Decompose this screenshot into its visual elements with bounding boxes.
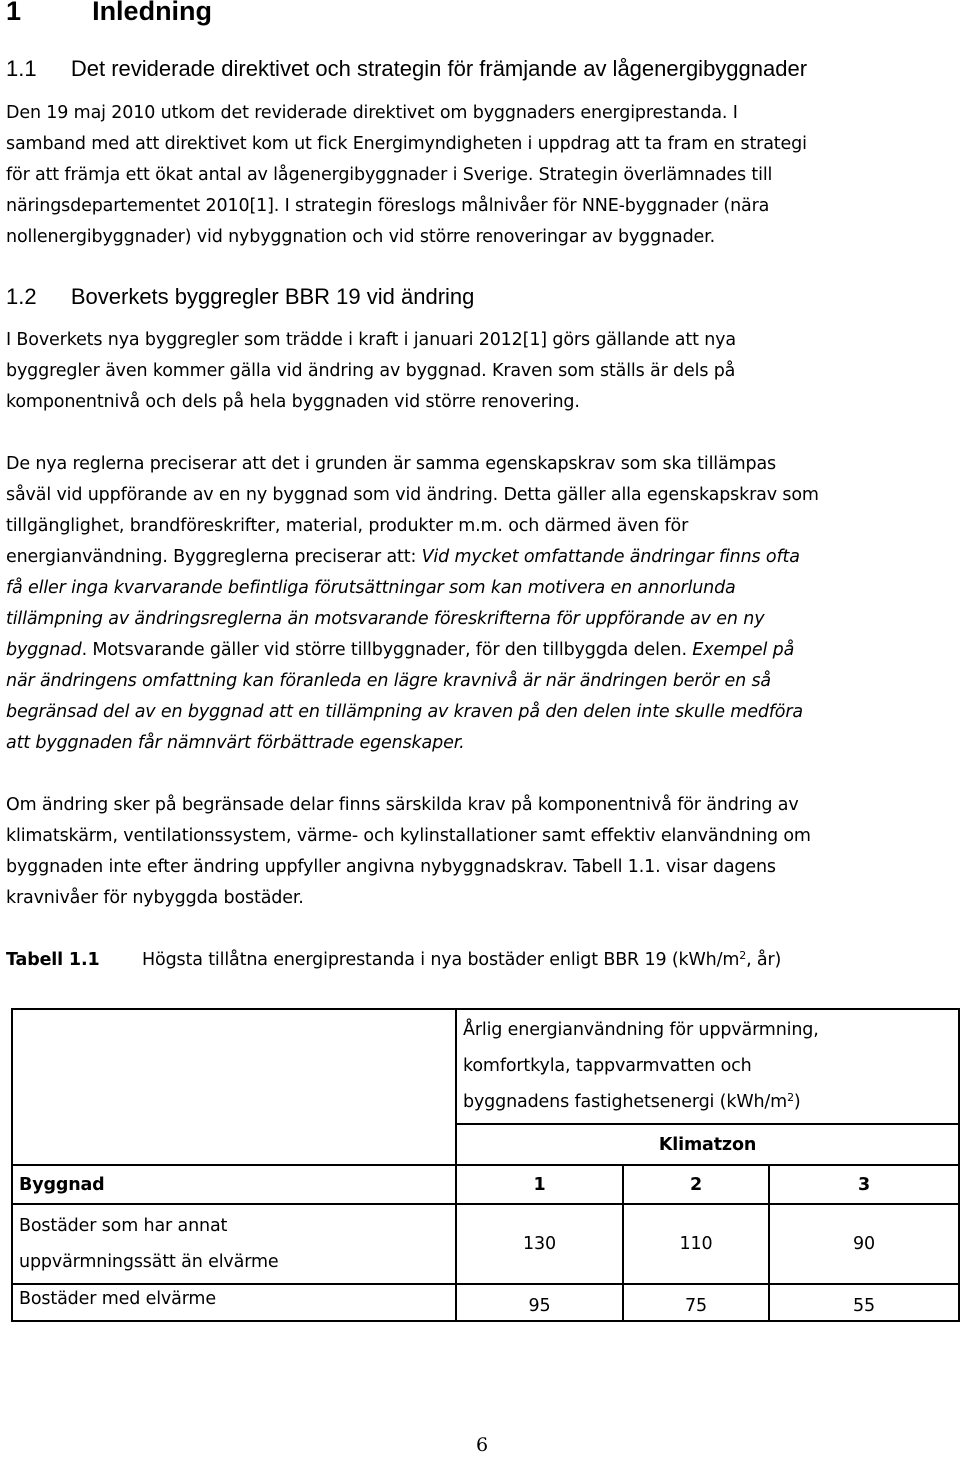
value-cell: 90 [769,1204,959,1284]
table-column-row [12,1165,959,1204]
text-line: nollenergibyggnader) vid nybyggnation och vid större renoveringar av byggnader. [6,227,716,247]
table-header-cell: Årlig energianvändning för uppvärmning, komfortkyla, tappvarmvatten och byggnadens fastighetsenergi $(kWh/m^2)$ [456,1009,959,1124]
text-line: klimatskärm, ventilationssystem, värme- och kylinstallationer samt effektiv elanvändning om [6,826,811,846]
value-cell: 75 [623,1284,769,1321]
table-blank-cell [12,1009,456,1165]
table-caption-text: Högsta tillåtna energiprestanda i nya bostäder enligt BBR 19 ($kWh/m^2$, år) [142,949,782,970]
zone-cell: 2 [623,1165,769,1204]
table-label: Tabell 1.1 [6,950,100,970]
text-line: byggnaden inte efter ändring uppfyller angivna nybyggnadskrav. Tabell 1.1. visar dagens [6,857,776,877]
section-number: 1.1 [6,56,37,81]
quote-line: att byggnaden får nämnvärt förbättrade egenskaper. [6,733,465,753]
text-span: . Motsvarande gäller vid större tillbyggnader, för den tillbyggda delen. [81,640,687,660]
quote-span: Vid mycket omfattande ändringar finns ofta [421,547,800,567]
text-line: Den 19 maj 2010 utkom det reviderade direktivet om byggnaders energiprestanda. I [6,103,738,123]
text-line: för att främja ett ökat antal av lågenergibyggnader i Sverige. Strategin överlämnades till [6,165,773,185]
table-header-row [12,1009,959,1124]
energy-table [11,1008,960,1322]
building-header-cell: Byggnad [12,1165,456,1204]
chapter-heading [6,0,212,27]
text-line: Om ändring sker på begränsade delar finns särskilda krav på komponentnivå för ändring av [6,795,799,815]
zone-cell: 3 [769,1165,959,1204]
text-line: tillgänglighet, brandföreskrifter, material, produkter m.m. och därmed även för [6,516,689,536]
text-line: I Boverkets nya byggregler som trädde i kraft i januari 2012[1] görs gällande att nya [6,330,736,350]
text-line: De nya reglerna preciserar att det i grunden är samma egenskapskrav som ska tillämpas [6,454,776,474]
value-cell: 130 [456,1204,623,1284]
text-line: kravnivåer för nybyggda bostäder. [6,888,304,908]
quote-span: byggnad [6,640,82,660]
text-line: såväl vid uppförande av en ny byggnad som vid ändring. Detta gäller alla egenskapskrav som [6,485,819,505]
text-line [6,640,794,660]
building-cell: Bostäder med elvärme [12,1284,456,1321]
table-row [12,1284,959,1321]
quote-line: få eller inga kvarvarande befintliga förutsättningar som kan motivera en annorlunda [6,578,736,598]
text-line [6,547,800,567]
quote-line: tillämpning av ändringsreglerna än motsvarande föreskrifterna för uppförande av en ny [6,609,765,629]
quote-line: begränsad del av en byggnad att en tillämpning av kraven på den delen inte skulle medföra [6,702,803,722]
quote-span: Exempel på [686,640,795,660]
section-title: Boverkets byggregler BBR 19 vid ändring [70,284,475,309]
section-heading-1-1 [6,56,807,82]
text-line: samband med att direktivet kom ut fick Energimyndigheten i uppdrag att ta fram en strategi [6,134,807,154]
chapter-number: 1 [6,0,22,26]
chapter-title: Inledning [92,0,213,26]
text-line: näringsdepartementet 2010[1]. I strategin föreslogs målnivåer för NNE-byggnader (nära [6,196,770,216]
section-number: 1.2 [6,284,37,309]
table-caption [6,949,782,970]
building-cell: Bostäder som har annat uppvärmningssätt än elvärme [12,1204,456,1284]
section-heading-1-2 [6,284,474,310]
text-span: energianvändning. Byggreglerna preciserar att: [6,547,422,567]
text-line: byggregler även kommer gälla vid ändring av byggnad. Kraven som ställs är dels på [6,361,736,381]
page-number: 6 [476,1434,489,1456]
value-cell: 110 [623,1204,769,1284]
value-cell: 55 [769,1284,959,1321]
section-title: Det reviderade direktivet och strategin för främjande av lågenergibyggnader [70,56,808,81]
quote-line: när ändringens omfattning kan föranleda en lägre kravnivå är när ändringen berör en så [6,671,771,691]
table-row [12,1204,959,1284]
zone-cell: 1 [456,1165,623,1204]
value-cell: 95 [456,1284,623,1321]
zone-header-cell: Klimatzon [456,1124,959,1165]
text-line: komponentnivå och dels på hela byggnaden vid större renovering. [6,392,580,412]
